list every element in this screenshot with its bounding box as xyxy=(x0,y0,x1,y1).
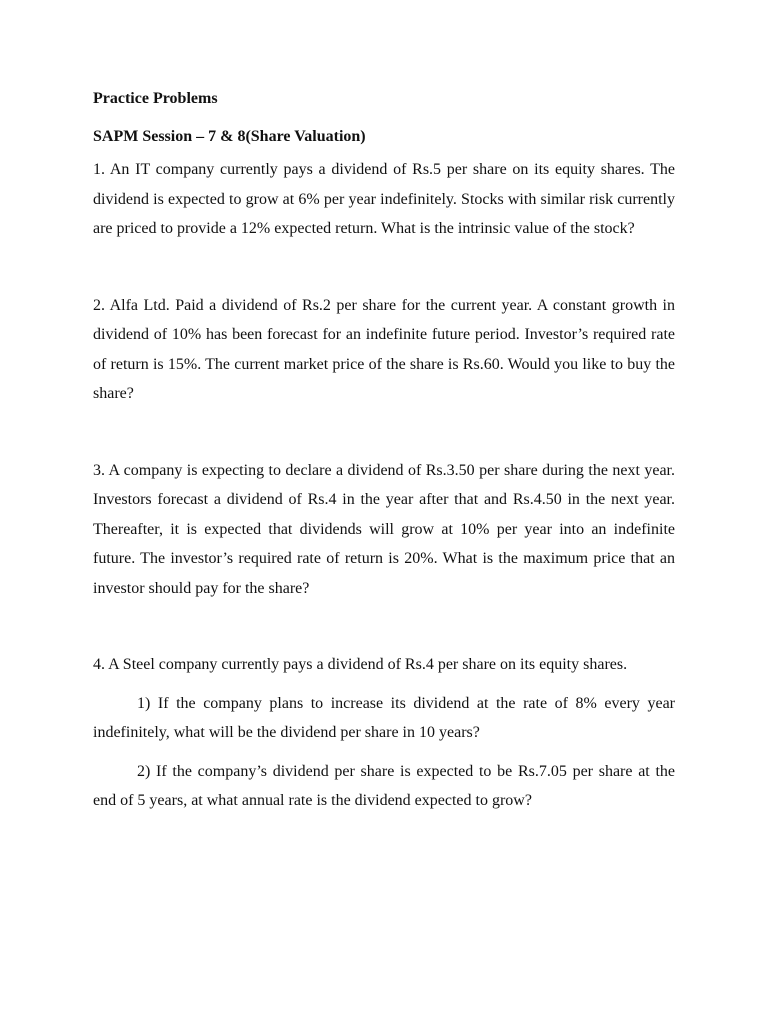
question-4: 4. A Steel company currently pays a dividend of Rs.4 per share on its equity shares. xyxy=(93,656,628,673)
question-2: 2. Alfa Ltd. Paid a dividend of Rs.2 per share for the current year. A constant growth in dividend of 10% has been forecast for an indefinite future period. Investor’s required rate of return is 15%. The current market price of the share is Rs.60. Would you like to buy the share? xyxy=(93,296,675,402)
question-1: 1. An IT company currently pays a dividend of Rs.5 per share on its equity shares. The dividend is expected to grow at 6% per year indefinitely. Stocks with similar risk currently are priced to provide a 12% expected return. What is the intrinsic value of the stock? xyxy=(93,161,675,237)
document-body xyxy=(93,84,675,816)
page-subtitle: SAPM Session – 7 & 8(Share Valuation) xyxy=(93,128,366,145)
question-4-part-2: 2) If the company’s dividend per share is expected to be Rs.7.05 per share at the end of 5 years, at what annual rate is the dividend expected to grow? xyxy=(93,762,675,809)
question-3: 3. A company is expecting to declare a dividend of Rs.3.50 per share during the next year. Investors forecast a dividend of Rs.4 in the year after that and Rs.4.50 in the next year. Thereafter, it is expected that dividends will grow at 10% per year into an indefinite future. The investor’s required rate of return is 20%. What is the maximum price that an investor should pay for the share? xyxy=(93,461,675,597)
question-4-part-1: 1) If the company plans to increase its dividend at the rate of 8% every year indefinitely, what will be the dividend per share in 10 years? xyxy=(93,694,675,741)
page-title: Practice Problems xyxy=(93,90,218,107)
